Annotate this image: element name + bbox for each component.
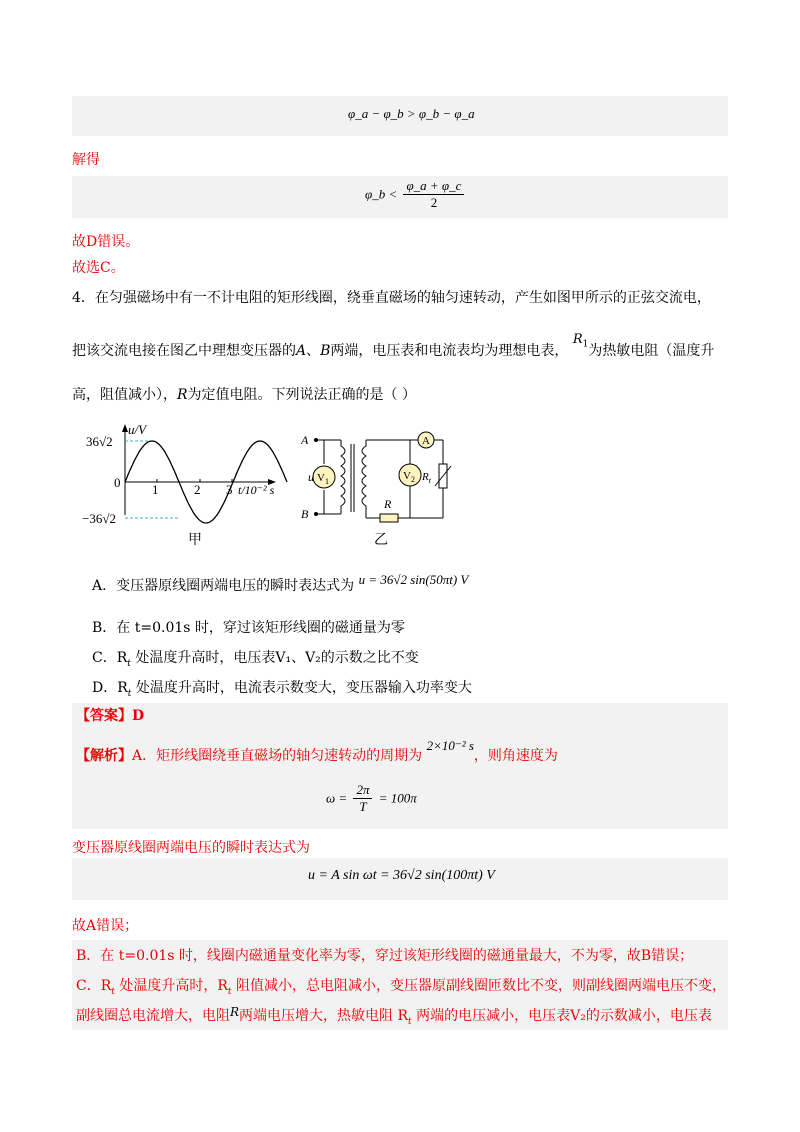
rt-label: $R_t$	[422, 471, 431, 485]
b-line: B．在 t=0.01s 时，线圈内磁通量变化率为零，穿过该矩形线圈的磁通量最大，不为零，故B错误；	[76, 948, 694, 964]
option-a-equation: u = 36√2 sin(50πt) V	[358, 572, 469, 587]
question-text: 为定值电阻。下列说法正确的是（ ）	[187, 387, 416, 403]
subscript: t	[408, 1016, 412, 1027]
r-label: R	[384, 497, 392, 511]
equation-phi-compare	[348, 106, 475, 122]
fraction	[403, 178, 464, 211]
r-letter: R	[230, 1005, 240, 1019]
primary-coil	[341, 440, 345, 514]
tick-label-1: 1	[152, 482, 159, 497]
graph-caption: 甲	[188, 533, 202, 548]
analysis-text: A．矩形线圈绕垂直磁场的轴匀速转动的周期为	[132, 748, 423, 764]
analysis-text: ，则角速度为	[473, 748, 558, 764]
equation-u: u = A sin ωt = 36√2 sin(100πt) V	[308, 868, 495, 883]
analysis-line	[76, 738, 558, 766]
subscript: t	[227, 986, 232, 997]
terminal-b-label: B	[301, 507, 309, 521]
y-max-label: 36√2	[86, 434, 113, 449]
last-line	[76, 1006, 712, 1032]
tick-label-3: 3	[226, 482, 233, 497]
sine-wave-graph	[80, 420, 300, 550]
question-text: 两端，电压表和电流表均为理想电表，	[330, 343, 569, 359]
option-d	[92, 678, 472, 704]
equation-lhs: ω =	[326, 790, 348, 806]
terminal-a: A	[296, 343, 307, 359]
r-letter: R	[177, 387, 188, 403]
circuit-caption: 乙	[374, 533, 388, 548]
option-c-text: 处温度升高时，电压表V₁、V₂的示数之比不变	[130, 650, 419, 666]
d-wrong: 故D错误。	[72, 234, 140, 250]
answer-label: 【答案】D	[76, 708, 145, 724]
terminal-b: B	[320, 343, 331, 359]
c-text: 阻值减小，总电阻减小，变压器原副线圈匝数比不变，则副线圈两端电压不变，	[231, 978, 726, 994]
u-label: u	[308, 470, 314, 484]
question-line-3	[72, 385, 416, 405]
y-axis-label: u/V	[128, 422, 147, 437]
equation-rhs: = 100π	[378, 790, 417, 806]
terminal-a-dot	[314, 438, 318, 442]
fraction	[353, 782, 372, 815]
subscript: t	[127, 658, 131, 669]
equation-phib	[365, 178, 467, 211]
v2-label: $V_2$	[403, 470, 415, 484]
resistor-r	[380, 514, 398, 522]
terminal-a-label: A	[301, 433, 309, 447]
transformer-line: 变压器原线圈两端电压的瞬时表达式为	[72, 840, 310, 856]
option-a	[92, 572, 469, 596]
question-text: 高，阻值减小），	[72, 387, 177, 403]
jiede-label: 解得	[72, 152, 100, 168]
fraction-numerator: 2π	[353, 782, 372, 799]
answer-block	[72, 703, 728, 729]
question-text: 把该交流电接在图乙中理想变压器的	[72, 343, 296, 359]
option-d-text: 处温度升高时，电流表示数变大，变压器输入功率变大	[131, 680, 472, 696]
option-c	[92, 648, 419, 674]
fraction-denominator: T	[359, 799, 367, 814]
tick-label-2: 2	[194, 482, 201, 497]
fraction-denominator: 2	[430, 195, 438, 210]
c-line	[76, 976, 726, 1002]
c-text: C．R	[76, 978, 112, 994]
fraction-numerator: φ_a + φ_c	[403, 178, 464, 195]
r1-symbol	[572, 332, 589, 350]
period-value: 2×10⁻² s	[426, 738, 474, 753]
v1-label: $V_1$	[317, 472, 329, 486]
question-line-2	[72, 332, 715, 367]
r-subscript: 1	[582, 339, 589, 350]
r-letter: R	[572, 332, 583, 347]
a-wrong: 故A错误；	[72, 918, 139, 934]
x-axis-label: t/10⁻² s	[238, 483, 275, 497]
last-text: 副线圈总电流增大，电阻	[76, 1008, 230, 1024]
question-line-1: 4．在匀强磁场中有一不计电阻的矩形线圈，绕垂直磁场的轴匀速转动，产生如图甲所示的正弦交流电，	[72, 290, 711, 306]
secondary-coil	[362, 440, 366, 514]
origin-label: 0	[114, 475, 121, 490]
question-text: 为热敏电阻（温度升	[588, 343, 715, 359]
equation-lhs: φ_b <	[365, 186, 398, 202]
equation-omega	[326, 782, 417, 815]
c-text: 处温度升高时，R	[114, 978, 228, 994]
terminal-b-dot	[314, 512, 318, 516]
option-b: B．在 t=0.01s 时，穿过该矩形线圈的磁通量为零	[92, 620, 405, 636]
subscript: t	[111, 986, 115, 997]
separator: 、	[306, 343, 321, 359]
equation-text: φ_a − φ_b > φ_b − φ_a	[348, 106, 475, 121]
y-min-label: −36√2	[82, 511, 116, 526]
option-c-text: C．R	[92, 650, 128, 666]
subscript: t	[127, 688, 132, 699]
analysis-label: 【解析】	[76, 748, 132, 764]
option-a-text: A．变压器原线圈两端电压的瞬时表达式为	[92, 578, 355, 594]
last-text: 两端电压增大，热敏电阻 R	[239, 1008, 409, 1024]
ammeter-label: A	[422, 435, 430, 447]
last-text: 两端的电压减小，电压表V₂的示数减小，电压表	[411, 1008, 712, 1024]
transformer-circuit	[296, 428, 466, 548]
option-d-text: D．R	[92, 680, 128, 696]
choose-c: 故选C。	[72, 260, 125, 276]
